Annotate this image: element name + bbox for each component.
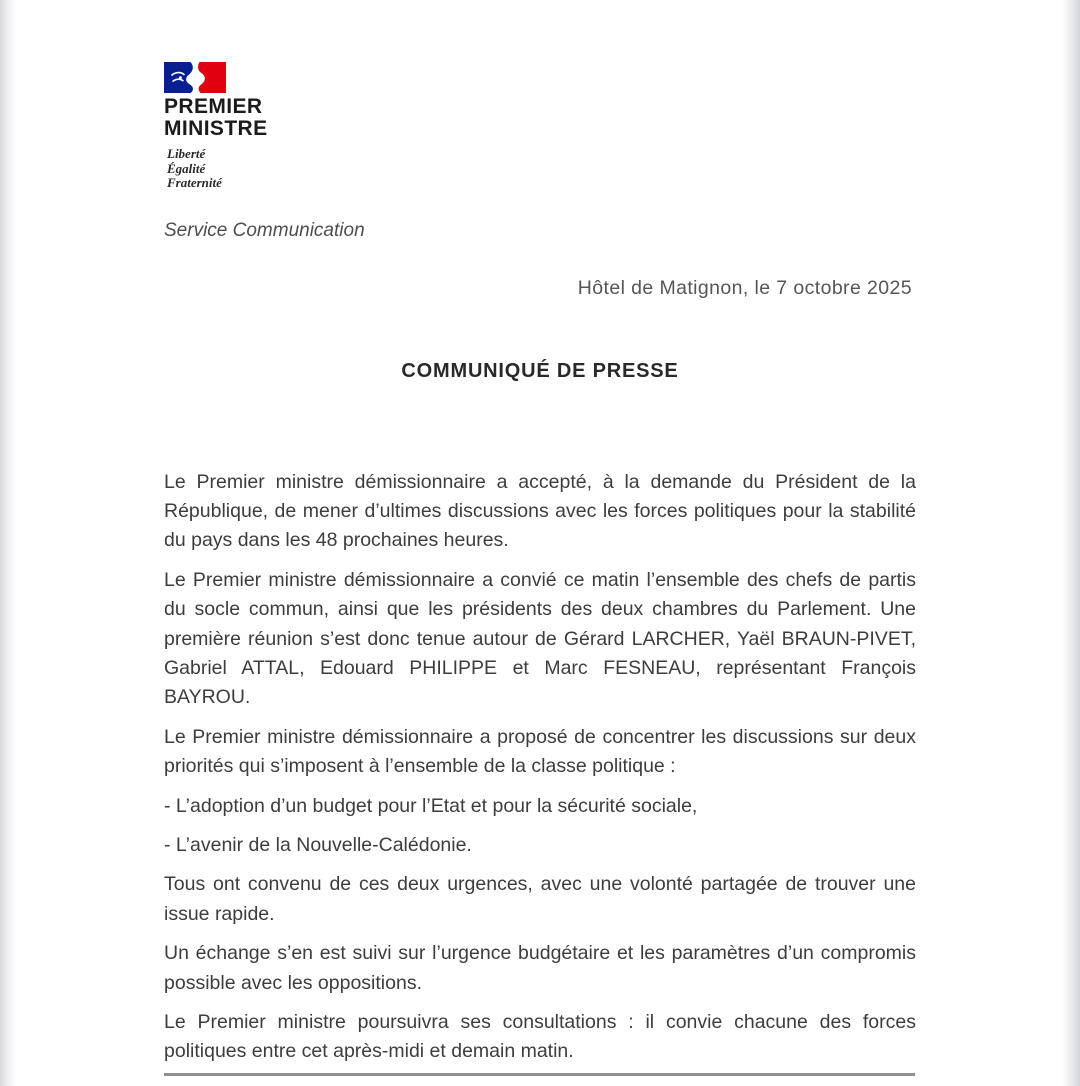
dateline: Hôtel de Matignon, le 7 octobre 2025 bbox=[577, 276, 912, 299]
service-line: Service Communication bbox=[164, 219, 365, 241]
list-item-nouvelle-caledonie: - L’avenir de la Nouvelle-Calédonie. bbox=[164, 833, 472, 856]
motto-fraternite: Fraternité bbox=[167, 175, 222, 190]
paragraph-1: Le Premier ministre démissionnaire a accepté, à la demande du Président de la République, de mener d’ultimes discussions avec les forces politiques pour la stabilité du pays dans les 48 prochaines heures. bbox=[164, 470, 916, 552]
french-flag-marianne-icon bbox=[164, 62, 226, 93]
paragraph-6: Tous ont convenu de ces deux urgences, avec une volonté partagée de trouver une issue rapide. bbox=[164, 873, 916, 925]
republic-motto bbox=[167, 147, 916, 191]
ministry-line-2: MINISTRE bbox=[164, 116, 268, 140]
gov-logo bbox=[164, 62, 916, 191]
paragraph-3: Le Premier ministre démissionnaire a proposé de concentrer les discussions sur deux priorités qui s’imposent à l’ensemble de la classe politique : bbox=[164, 725, 916, 778]
paragraph-7: Un échange s’en est suivi sur l’urgence budgétaire et les paramètres d’un compromis possible avec les oppositions. bbox=[164, 942, 916, 994]
motto-liberte: Liberté bbox=[167, 146, 206, 161]
paragraph-2: Le Premier ministre démissionnaire a convié ce matin l’ensemble des chefs de partis du socle commun, ainsi que les présidents des deux chambres du Parlement. Une première réunion s’est donc tenue autour de Gérard LARCHER, Yaël BRAUN-PIVET, Gabriel ATTAL, Edouard PHILIPPE et Marc FESNEAU, représentant François BAYROU. bbox=[164, 568, 916, 709]
ministry-line-1: PREMIER bbox=[164, 95, 263, 118]
ministry-name bbox=[164, 96, 916, 139]
paragraph-8: Le Premier ministre poursuivra ses consultations : il convie chacune des forces politiques entre cet après-midi et demain matin. bbox=[164, 1011, 916, 1063]
letter-content bbox=[164, 0, 916, 1077]
document-title: COMMUNIQUÉ DE PRESSE bbox=[401, 359, 679, 382]
footer-rule bbox=[164, 1073, 915, 1076]
page-left-edge-shadow bbox=[0, 0, 16, 1086]
letter-body bbox=[164, 468, 916, 1067]
list-item-budget: - L’adoption d’un budget pour l’Etat et pour la sécurité sociale, bbox=[164, 794, 698, 817]
motto-egalite: Égalité bbox=[167, 160, 206, 176]
page-right-edge-shadow bbox=[1062, 0, 1080, 1086]
